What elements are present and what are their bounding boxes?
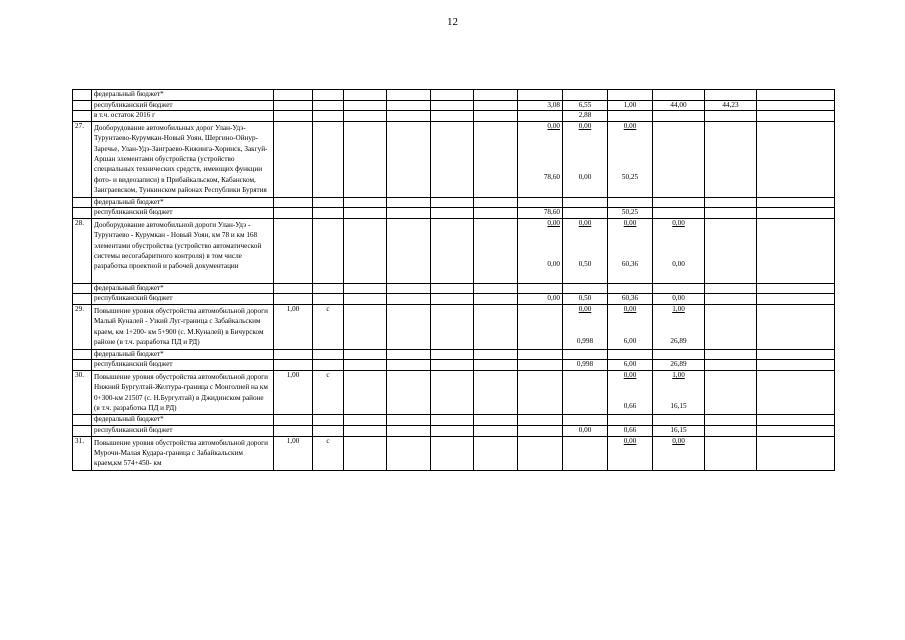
- cell: 0,50: [563, 294, 608, 305]
- table-row: [73, 349, 835, 360]
- cell: 2,88: [563, 111, 608, 122]
- row-number: 30.: [73, 370, 92, 415]
- unit: с: [313, 370, 344, 415]
- value-cell: 0,00 60,36: [608, 218, 653, 283]
- table-row: [73, 197, 835, 208]
- republic-label: республиканский бюджет: [92, 100, 274, 111]
- row-number: 27.: [73, 121, 92, 197]
- value-cell: 0,00 0,998: [563, 305, 608, 350]
- federal-label: федеральный бюджет*: [92, 283, 274, 294]
- value-cell: 0,00 0,66: [608, 370, 653, 415]
- value-cell: 0,00 78,60: [518, 121, 563, 197]
- cell: 0,00: [518, 294, 563, 305]
- value-cell: 1,00 26,89: [653, 305, 705, 350]
- row-number: 29.: [73, 305, 92, 350]
- table-row: [73, 294, 835, 305]
- cell: 3,08: [518, 100, 563, 111]
- table-row: [73, 121, 835, 197]
- cell: 0,00: [563, 426, 608, 437]
- republic-label: республиканский бюджет: [92, 208, 274, 219]
- row-number: 28.: [73, 218, 92, 283]
- federal-label: федеральный бюджет*: [92, 197, 274, 208]
- unit: с: [313, 436, 344, 470]
- item-title: Дооборудование автомобильной дороги Улан-Удэ - Турунтаево - Курумкан - Новый Уоян, км 78 и км 168 элементами обустройства (устройство автоматической системы весогабаритного контроля) в том числе разработка проектной и рабочей документации: [92, 218, 274, 283]
- value-cell: 0,00 0,00: [653, 218, 705, 283]
- cell: 0,66: [608, 426, 653, 437]
- incl-rest-label: в т.ч. остаток 2016 г: [92, 111, 274, 122]
- quantity: 1,00: [274, 305, 313, 350]
- table-row: [73, 283, 835, 294]
- cell: 1,00: [608, 100, 653, 111]
- item-title: Повышение уровня обустройства автомобильной дороги Мурочи-Малая Кудара-граница с Забайкальским краем,км 574+450- км: [92, 436, 274, 470]
- page-number: 12: [447, 16, 458, 28]
- value-cell: 0,00 0,50: [563, 218, 608, 283]
- cell: 44,23: [705, 100, 757, 111]
- federal-label: федеральный бюджет*: [92, 90, 274, 101]
- table-row: [73, 360, 835, 371]
- table-row: [73, 426, 835, 437]
- cell: 6,00: [608, 360, 653, 371]
- table-row: [73, 436, 835, 470]
- cell: 0,998: [563, 360, 608, 371]
- table-row: [73, 111, 835, 122]
- budget-table: [72, 89, 835, 471]
- cell: 44,00: [653, 100, 705, 111]
- table-row: [73, 90, 835, 101]
- value-cell: 0,00 6,00: [608, 305, 653, 350]
- value-cell: 0,00 50,25: [608, 121, 653, 197]
- table-row: [73, 208, 835, 219]
- republic-label: республиканский бюджет: [92, 294, 274, 305]
- row-number: 31.: [73, 436, 92, 470]
- table-row: [73, 415, 835, 426]
- cell: 0,00: [653, 294, 705, 305]
- table-row: [73, 370, 835, 415]
- table-row: [73, 100, 835, 111]
- cell: 16,15: [653, 426, 705, 437]
- value-cell: 0,00: [608, 436, 653, 470]
- value-cell: 1,00 16,15: [653, 370, 705, 415]
- federal-label: федеральный бюджет*: [92, 349, 274, 360]
- cell: 50,25: [608, 208, 653, 219]
- republic-label: республиканский бюджет: [92, 426, 274, 437]
- cell: 78,60: [518, 208, 563, 219]
- republic-label: республиканский бюджет: [92, 360, 274, 371]
- table-row: [73, 305, 835, 350]
- unit: с: [313, 305, 344, 350]
- quantity: 1,00: [274, 436, 313, 470]
- value-cell: 0,00: [653, 436, 705, 470]
- item-title: Дооборудование автомобильных дорог Улан-Удэ-Турунтаево-Курумкан-Новый Уоян, Шергино-Ойнур-Заречье, Улан-Удэ-Заиграево-Кижинга-Хоринск, Закгуй-Аршан элементами обустройства (устройство специальных технических средств, имеющих функции фото- и видеозаписи) в Прибайкальском, Кабанском, Заиграевском, Тункинском районах Республики Бурятия: [92, 121, 274, 197]
- item-title: Повышение уровня обустройства автомобильной дороги Нижний Бургултай-Желтура-граница с Монголией на км 0+300-км 21507 (с. Н.Бургултай) в Джидинском районе (в т.ч. разработка ПД и РД): [92, 370, 274, 415]
- value-cell: 0,00 0,00: [563, 121, 608, 197]
- federal-label: федеральный бюджет*: [92, 415, 274, 426]
- item-title: Повышение уровня обустройства автомобильной дороги Малый Куналей - Узкий Луг-граница с Забайкальским краем, км 1+200- км 5+900 (с. М.Куналей) в Бичурском районе (в т.ч. разработка ПД и РД): [92, 305, 274, 350]
- table-row: [73, 218, 835, 283]
- quantity: 1,00: [274, 370, 313, 415]
- cell: 6,55: [563, 100, 608, 111]
- cell: 26,89: [653, 360, 705, 371]
- cell: 60,36: [608, 294, 653, 305]
- value-cell: 0,00 0,00: [518, 218, 563, 283]
